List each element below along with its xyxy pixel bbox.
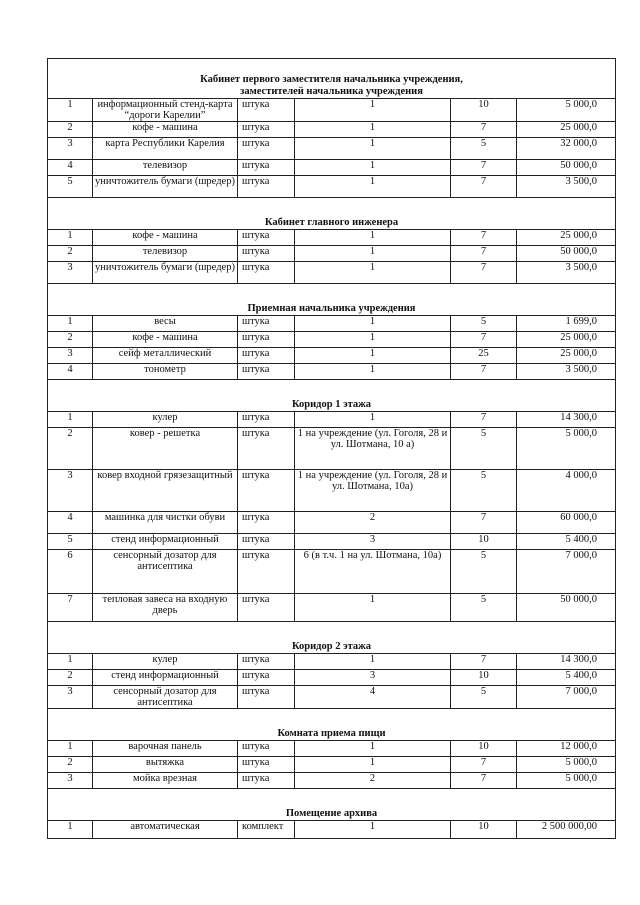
item-unit: штука — [238, 512, 295, 534]
table-row — [48, 821, 616, 839]
item-quantity: 1 — [295, 262, 451, 284]
item-service-life: 5 — [451, 428, 517, 470]
item-name: варочная панель — [93, 741, 238, 757]
row-number: 4 — [48, 364, 93, 380]
item-quantity: 1 — [295, 757, 451, 773]
item-name: кофе - машина — [93, 332, 238, 348]
item-service-life: 7 — [451, 757, 517, 773]
item-price: 3 500,0 — [517, 262, 616, 284]
row-number: 6 — [48, 550, 93, 594]
item-name: стенд информационный — [93, 534, 238, 550]
item-price: 5 400,0 — [517, 534, 616, 550]
table-row — [48, 262, 616, 284]
item-unit: штука — [238, 99, 295, 122]
table-row — [48, 332, 616, 348]
item-name: вытяжка — [93, 757, 238, 773]
item-price: 5 000,0 — [517, 99, 616, 122]
item-service-life: 5 — [451, 550, 517, 594]
row-number: 1 — [48, 316, 93, 332]
table-row — [48, 594, 616, 622]
item-price: 25 000,0 — [517, 122, 616, 138]
row-number: 2 — [48, 332, 93, 348]
item-price: 25 000,0 — [517, 348, 616, 364]
item-unit: штука — [238, 470, 295, 512]
item-unit: штука — [238, 686, 295, 709]
item-price: 50 000,0 — [517, 160, 616, 176]
item-quantity: 1 — [295, 316, 451, 332]
item-service-life: 10 — [451, 670, 517, 686]
item-price: 25 000,0 — [517, 332, 616, 348]
item-name: карта Республики Карелия — [93, 138, 238, 160]
item-name: кулер — [93, 654, 238, 670]
item-unit: штука — [238, 773, 295, 789]
item-price: 2 500 000,00 — [517, 821, 616, 839]
item-service-life: 7 — [451, 246, 517, 262]
item-unit: штука — [238, 412, 295, 428]
item-price: 7 000,0 — [517, 686, 616, 709]
row-number: 3 — [48, 773, 93, 789]
item-service-life: 7 — [451, 512, 517, 534]
item-unit: штука — [238, 594, 295, 622]
item-quantity: 1 — [295, 122, 451, 138]
item-unit: штука — [238, 654, 295, 670]
section-header-row — [48, 709, 616, 741]
row-number: 7 — [48, 594, 93, 622]
item-name: ковер - решетка — [93, 428, 238, 470]
item-name: сенсорный дозатор для антисептика — [93, 550, 238, 594]
table-row — [48, 246, 616, 262]
item-price: 60 000,0 — [517, 512, 616, 534]
row-number: 1 — [48, 741, 93, 757]
item-name: весы — [93, 316, 238, 332]
item-unit: штука — [238, 262, 295, 284]
item-price: 7 000,0 — [517, 550, 616, 594]
item-quantity: 1 — [295, 654, 451, 670]
item-name: кулер — [93, 412, 238, 428]
item-service-life: 5 — [451, 594, 517, 622]
item-service-life: 5 — [451, 470, 517, 512]
table-row — [48, 412, 616, 428]
row-number: 3 — [48, 138, 93, 160]
item-quantity: 1 — [295, 138, 451, 160]
item-quantity: 1 — [295, 741, 451, 757]
row-number: 2 — [48, 122, 93, 138]
item-service-life: 25 — [451, 348, 517, 364]
item-service-life: 5 — [451, 686, 517, 709]
table-row — [48, 686, 616, 709]
item-price: 3 500,0 — [517, 176, 616, 198]
item-price: 5 400,0 — [517, 670, 616, 686]
section-title: Кабинет первого заместителя начальника учреждения, заместителей начальника учреждения — [48, 59, 616, 99]
item-unit: штука — [238, 230, 295, 246]
table-row — [48, 176, 616, 198]
section-title: Коридор 2 этажа — [48, 622, 616, 654]
table-row — [48, 512, 616, 534]
table-row — [48, 470, 616, 512]
section-title: Помещение архива — [48, 789, 616, 821]
item-unit: штука — [238, 670, 295, 686]
item-quantity: 4 — [295, 686, 451, 709]
item-quantity: 1 — [295, 99, 451, 122]
equipment-table-body — [48, 59, 616, 839]
item-quantity: 2 — [295, 773, 451, 789]
item-price: 14 300,0 — [517, 654, 616, 670]
item-quantity: 1 — [295, 176, 451, 198]
item-service-life: 7 — [451, 332, 517, 348]
item-name: информационный стенд-карта “дороги Карелии” — [93, 99, 238, 122]
item-service-life: 7 — [451, 364, 517, 380]
item-quantity: 1 — [295, 412, 451, 428]
table-row — [48, 138, 616, 160]
table-row — [48, 670, 616, 686]
table-row — [48, 348, 616, 364]
equipment-table — [47, 58, 616, 839]
item-name: сенсорный дозатор для антисептика — [93, 686, 238, 709]
item-quantity: 1 — [295, 246, 451, 262]
table-row — [48, 428, 616, 470]
table-row — [48, 160, 616, 176]
item-name: телевизор — [93, 160, 238, 176]
item-price: 50 000,0 — [517, 246, 616, 262]
row-number: 2 — [48, 428, 93, 470]
item-name: телевизор — [93, 246, 238, 262]
item-unit: штука — [238, 176, 295, 198]
table-row — [48, 230, 616, 246]
item-quantity: 1 — [295, 332, 451, 348]
item-name: тонометр — [93, 364, 238, 380]
item-service-life: 7 — [451, 230, 517, 246]
section-header-row — [48, 789, 616, 821]
item-name: мойка врезная — [93, 773, 238, 789]
table-row — [48, 741, 616, 757]
item-service-life: 7 — [451, 773, 517, 789]
item-name: уничтожитель бумаги (шредер) — [93, 176, 238, 198]
item-service-life: 7 — [451, 160, 517, 176]
table-row — [48, 122, 616, 138]
row-number: 2 — [48, 246, 93, 262]
row-number: 1 — [48, 654, 93, 670]
table-row — [48, 534, 616, 550]
section-header-row — [48, 284, 616, 316]
item-name: ковер входной грязезащитный — [93, 470, 238, 512]
item-price: 5 000,0 — [517, 757, 616, 773]
item-service-life: 7 — [451, 122, 517, 138]
item-unit: штука — [238, 741, 295, 757]
item-service-life: 10 — [451, 741, 517, 757]
item-price: 4 000,0 — [517, 470, 616, 512]
item-quantity: 2 — [295, 512, 451, 534]
table-row — [48, 654, 616, 670]
item-service-life: 7 — [451, 654, 517, 670]
row-number: 4 — [48, 160, 93, 176]
section-title: Приемная начальника учреждения — [48, 284, 616, 316]
item-unit: комплект — [238, 821, 295, 839]
item-unit: штука — [238, 246, 295, 262]
item-service-life: 5 — [451, 316, 517, 332]
section-header-row — [48, 380, 616, 412]
item-unit: штука — [238, 364, 295, 380]
row-number: 1 — [48, 821, 93, 839]
row-number: 1 — [48, 230, 93, 246]
item-name: кофе - машина — [93, 230, 238, 246]
item-unit: штука — [238, 534, 295, 550]
row-number: 4 — [48, 512, 93, 534]
item-unit: штука — [238, 757, 295, 773]
item-quantity: 1 — [295, 160, 451, 176]
section-title: Комната приема пищи — [48, 709, 616, 741]
item-service-life: 7 — [451, 262, 517, 284]
section-title: Кабинет главного инженера — [48, 198, 616, 230]
item-name: сейф металлический — [93, 348, 238, 364]
item-name: тепловая завеса на входную дверь — [93, 594, 238, 622]
item-name: уничтожитель бумаги (шредер) — [93, 262, 238, 284]
item-price: 3 500,0 — [517, 364, 616, 380]
item-service-life: 7 — [451, 176, 517, 198]
item-service-life: 10 — [451, 99, 517, 122]
item-unit: штука — [238, 160, 295, 176]
item-service-life: 10 — [451, 534, 517, 550]
table-row — [48, 99, 616, 122]
row-number: 5 — [48, 534, 93, 550]
item-service-life: 7 — [451, 412, 517, 428]
item-price: 12 000,0 — [517, 741, 616, 757]
section-header-row — [48, 198, 616, 230]
item-price: 32 000,0 — [517, 138, 616, 160]
item-price: 1 699,0 — [517, 316, 616, 332]
item-quantity: 3 — [295, 670, 451, 686]
row-number: 1 — [48, 99, 93, 122]
item-quantity: 1 — [295, 821, 451, 839]
table-row — [48, 550, 616, 594]
section-header-row — [48, 622, 616, 654]
table-row — [48, 316, 616, 332]
item-quantity: 1 на учреждение (ул. Гоголя, 28 и ул. Шотмана, 10 а) — [295, 428, 451, 470]
item-quantity: 1 — [295, 594, 451, 622]
item-quantity: 3 — [295, 534, 451, 550]
item-service-life: 5 — [451, 138, 517, 160]
item-price: 25 000,0 — [517, 230, 616, 246]
item-price: 5 000,0 — [517, 773, 616, 789]
row-number: 5 — [48, 176, 93, 198]
item-price: 14 300,0 — [517, 412, 616, 428]
row-number: 3 — [48, 262, 93, 284]
item-unit: штука — [238, 428, 295, 470]
item-quantity: 1 — [295, 230, 451, 246]
item-quantity: 1 — [295, 364, 451, 380]
table-row — [48, 364, 616, 380]
item-unit: штука — [238, 138, 295, 160]
item-unit: штука — [238, 348, 295, 364]
table-row — [48, 773, 616, 789]
item-name: машинка для чистки обуви — [93, 512, 238, 534]
item-unit: штука — [238, 122, 295, 138]
item-price: 5 000,0 — [517, 428, 616, 470]
item-unit: штука — [238, 316, 295, 332]
item-name: кофе - машина — [93, 122, 238, 138]
section-header-row — [48, 59, 616, 99]
item-unit: штука — [238, 332, 295, 348]
item-service-life: 10 — [451, 821, 517, 839]
section-title: Коридор 1 этажа — [48, 380, 616, 412]
item-price: 50 000,0 — [517, 594, 616, 622]
item-quantity: 1 на учреждение (ул. Гоголя, 28 и ул. Шотмана, 10а) — [295, 470, 451, 512]
row-number: 3 — [48, 470, 93, 512]
item-unit: штука — [238, 550, 295, 594]
row-number: 2 — [48, 757, 93, 773]
row-number: 1 — [48, 412, 93, 428]
item-quantity: 1 — [295, 348, 451, 364]
item-quantity: 6 (в т.ч. 1 на ул. Шотмана, 10а) — [295, 550, 451, 594]
item-name: автоматическая — [93, 821, 238, 839]
row-number: 3 — [48, 348, 93, 364]
row-number: 2 — [48, 670, 93, 686]
table-row — [48, 757, 616, 773]
item-name: стенд информационный — [93, 670, 238, 686]
row-number: 3 — [48, 686, 93, 709]
